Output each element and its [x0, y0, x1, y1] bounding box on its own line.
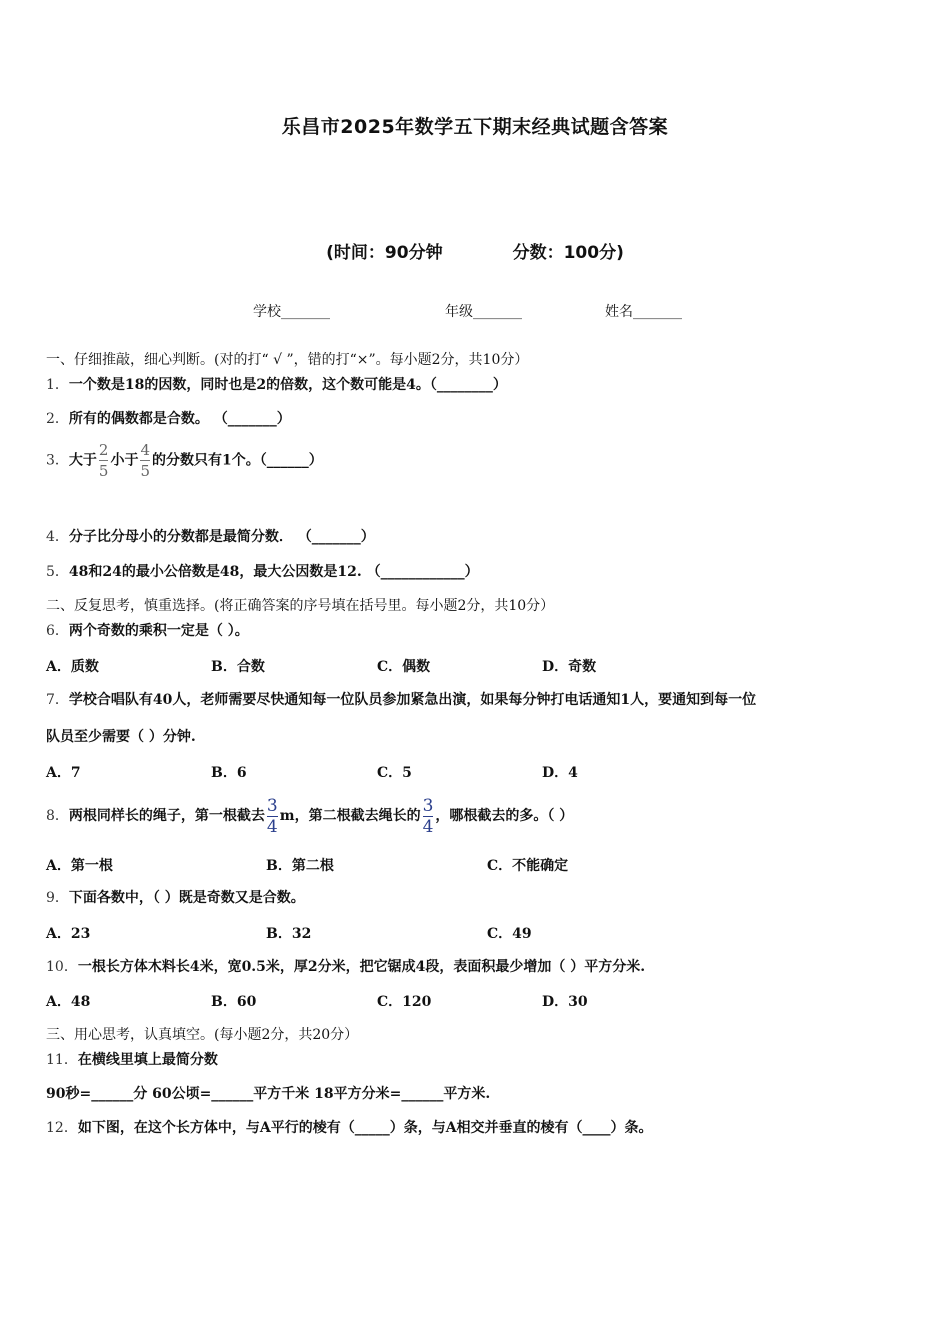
- page-title: 乐昌市2025年数学五下期末经典试题含答案: [281, 116, 669, 138]
- question-3: [46, 442, 323, 479]
- question-5: [46, 562, 479, 582]
- option-b[interactable]: B．60: [211, 994, 257, 1010]
- grade-field[interactable]: 年级_______: [445, 304, 522, 320]
- numerator: 2: [98, 441, 109, 459]
- question-number: 4．: [46, 529, 69, 545]
- question-11-blanks: 90秒=______分 60公顷=______平方千米 18平方分米=______平方米.: [46, 1086, 491, 1102]
- question-9: [46, 888, 305, 908]
- question-4: [46, 527, 375, 547]
- option-a[interactable]: A．23: [46, 926, 91, 942]
- question-text: m，第二根截去绳长的: [279, 808, 421, 824]
- question-8: [46, 795, 573, 837]
- question-number: 8．: [46, 808, 69, 824]
- question-11: [46, 1050, 218, 1070]
- question-text: 在横线里填上最简分数: [77, 1052, 218, 1068]
- section3-heading: 三、用心思考，认真填空。(每小题2分，共20分）: [46, 1027, 359, 1043]
- fraction-3-4: [266, 795, 278, 837]
- option-b[interactable]: B．合数: [211, 659, 265, 675]
- option-a[interactable]: A．质数: [46, 659, 99, 675]
- option-c[interactable]: C．49: [487, 926, 532, 942]
- option-b[interactable]: B．第二根: [266, 858, 334, 874]
- question-number: 9．: [46, 890, 69, 906]
- denominator: 4: [422, 816, 434, 837]
- question-text: 所有的偶数都是合数。 （_______）: [68, 411, 291, 427]
- question-text: 大于: [68, 452, 97, 469]
- option-c[interactable]: C．不能确定: [487, 858, 569, 874]
- question-number: 11．: [46, 1052, 78, 1068]
- question-2: [46, 409, 291, 429]
- option-b[interactable]: B．32: [266, 926, 312, 942]
- question-number: 3．: [46, 452, 69, 469]
- question-number: 5．: [46, 564, 69, 580]
- school-field[interactable]: 学校_______: [253, 304, 330, 320]
- name-field[interactable]: 姓名_______: [605, 304, 682, 320]
- numerator: 4: [140, 441, 151, 459]
- question-1: [46, 375, 507, 395]
- question-number: 7．: [46, 692, 69, 708]
- fraction-2-5: [99, 442, 109, 479]
- numerator: 3: [266, 795, 278, 816]
- question-number: 6．: [46, 623, 69, 639]
- section1-heading: 一、仔细推敲，细心判断。(对的打“ √ ”，错的打“×”。每小题2分，共10分）: [46, 352, 529, 368]
- question-6: [46, 621, 249, 641]
- question-text: 小于: [110, 452, 139, 469]
- question-number: 10．: [46, 959, 78, 975]
- option-c[interactable]: C．偶数: [377, 659, 431, 675]
- question-number: 1．: [46, 377, 69, 393]
- option-a[interactable]: A．48: [46, 994, 91, 1010]
- exam-meta: [0, 238, 950, 263]
- exam-time: (时间：90分钟: [326, 243, 443, 263]
- option-c[interactable]: C．120: [377, 994, 432, 1010]
- option-a[interactable]: A．7: [46, 765, 81, 781]
- question-12: [46, 1118, 653, 1138]
- question-text: 两个奇数的乘积一定是（ ）。: [68, 623, 249, 639]
- option-a[interactable]: A．第一根: [46, 858, 113, 874]
- question-number: 12．: [46, 1120, 78, 1136]
- fraction-3-4: [422, 795, 434, 837]
- section2-heading: 二、反复思考，慎重选择。(将正确答案的序号填在括号里。每小题2分，共10分）: [46, 598, 555, 614]
- question-10: [46, 957, 645, 977]
- denominator: 5: [98, 462, 109, 480]
- question-text: ，哪根截去的多。（ ）: [435, 808, 574, 824]
- question-text: 两根同样长的绳子，第一根截去: [68, 808, 265, 824]
- question-text: 学校合唱队有40人，老师需要尽快通知每一位队员参加紧急出演，如果每分钟打电话通知1人，要通知到每一位: [68, 692, 757, 708]
- question-text: 的分数只有1个。（______）: [152, 452, 323, 469]
- option-d[interactable]: D．30: [542, 994, 588, 1010]
- question-text: 48和24的最小公倍数是48，最大公因数是12. （____________）: [68, 564, 479, 580]
- option-c[interactable]: C．5: [377, 765, 412, 781]
- option-b[interactable]: B．6: [211, 765, 247, 781]
- option-d[interactable]: D．4: [542, 765, 578, 781]
- question-text: 下面各数中，（ ）既是奇数又是合数。: [68, 890, 305, 906]
- denominator: 4: [266, 816, 278, 837]
- question-text: 分子比分母小的分数都是最简分数． （_______）: [68, 529, 375, 545]
- question-7: [46, 690, 756, 710]
- question-number: 2．: [46, 411, 69, 427]
- question-text: 一根长方体木料长4米，宽0.5米，厚2分米，把它锯成4段，表面积最少增加（ ）平方分米.: [77, 959, 646, 975]
- option-d[interactable]: D．奇数: [542, 659, 597, 675]
- denominator: 5: [140, 462, 151, 480]
- numerator: 3: [422, 795, 434, 816]
- question-text: 一个数是18的因数，同时也是2的倍数，这个数可能是4。（________）: [68, 377, 507, 393]
- question-7-cont: 队员至少需要（ ）分钟.: [46, 729, 196, 745]
- question-text: 如下图，在这个长方体中，与A平行的棱有（_____）条，与A相交并垂直的棱有（____）条。: [77, 1120, 653, 1136]
- fraction-4-5: [140, 442, 150, 479]
- exam-score: 分数：100分): [512, 243, 624, 263]
